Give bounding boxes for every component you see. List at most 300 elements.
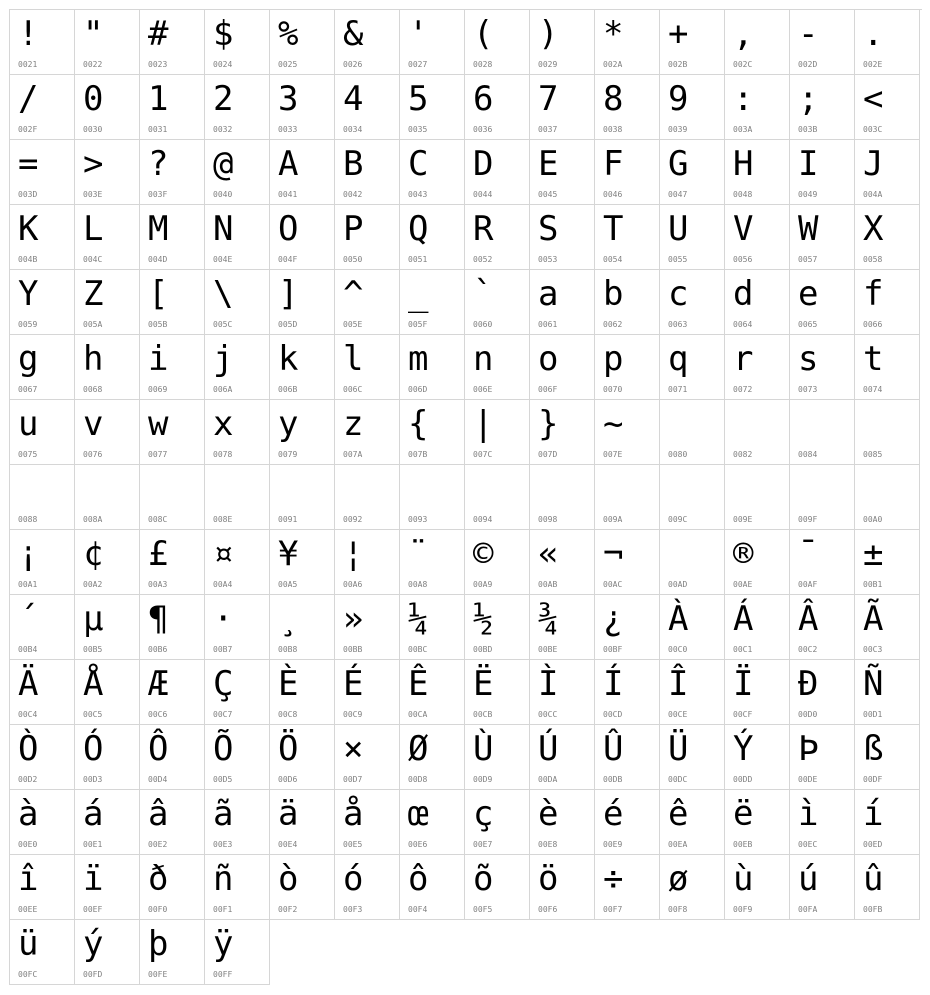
glyph-codepoint: 006D [408,385,428,394]
glyph-codepoint: 0077 [148,450,168,459]
glyph-char: Ý [733,729,754,769]
glyph-cell [595,465,660,530]
glyph-char: P [343,209,364,249]
glyph-char: j [213,339,234,379]
glyph-char: Ï [733,664,754,704]
glyph-char: ê [668,794,689,834]
glyph-cell [465,140,530,205]
glyph-codepoint: 002B [668,60,688,69]
glyph-char: E [538,144,559,184]
glyph-cell [400,855,465,920]
glyph-codepoint: 00E1 [83,840,103,849]
glyph-codepoint: 00C7 [213,710,233,719]
glyph-cell [595,400,660,465]
glyph-cell [530,10,595,75]
glyph-cell [790,530,855,595]
glyph-char: J [863,144,884,184]
glyph-cell [140,595,205,660]
glyph-cell [855,400,920,465]
glyph-char: Ì [538,664,559,704]
glyph-char: m [408,339,429,379]
glyph-cell [725,270,790,335]
glyph-cell [140,660,205,725]
glyph-cell [530,530,595,595]
glyph-char: × [343,729,364,769]
glyph-char: Þ [798,729,819,769]
glyph-codepoint: 0072 [733,385,753,394]
glyph-cell [855,75,920,140]
glyph-codepoint: 0027 [408,60,428,69]
glyph-char: 9 [668,79,689,119]
glyph-char: ï [83,859,104,899]
glyph-cell [725,855,790,920]
glyph-codepoint: 0047 [668,190,688,199]
glyph-cell [790,335,855,400]
glyph-char: N [213,209,234,249]
glyph-codepoint: 005B [148,320,168,329]
glyph-cell [725,530,790,595]
glyph-codepoint: 0046 [603,190,623,199]
glyph-cell [140,140,205,205]
glyph-char: F [603,144,624,184]
glyph-char: b [603,274,624,314]
glyph-cell [270,10,335,75]
glyph-codepoint: 0094 [473,515,493,524]
glyph-codepoint: 0036 [473,125,493,134]
glyph-char: / [18,79,39,119]
glyph-cell [10,270,75,335]
glyph-cell [725,595,790,660]
glyph-codepoint: 0040 [213,190,233,199]
glyph-codepoint: 00A0 [863,515,883,524]
glyph-codepoint: 00C2 [798,645,818,654]
glyph-char: â [148,794,169,834]
glyph-char: ú [798,859,819,899]
glyph-codepoint: 0052 [473,255,493,264]
glyph-codepoint: 0051 [408,255,428,264]
glyph-cell [790,140,855,205]
glyph-cell [530,725,595,790]
glyph-codepoint: 00F5 [473,905,493,914]
glyph-char: 2 [213,79,234,119]
glyph-codepoint: 0091 [278,515,298,524]
glyph-cell [10,335,75,400]
glyph-cell [335,530,400,595]
glyph-cell [400,660,465,725]
glyph-codepoint: 0063 [668,320,688,329]
glyph-codepoint: 0075 [18,450,38,459]
glyph-codepoint: 004B [18,255,38,264]
glyph-codepoint: 00EB [733,840,753,849]
glyph-codepoint: 0023 [148,60,168,69]
glyph-char: á [83,794,104,834]
glyph-char: _ [408,274,429,314]
glyph-char: í [863,794,884,834]
glyph-char: ¡ [18,534,39,574]
glyph-cell [790,790,855,855]
glyph-codepoint: 0080 [668,450,688,459]
glyph-char: f [863,274,884,314]
glyph-cell [400,335,465,400]
glyph-cell [660,205,725,270]
glyph-cell [140,530,205,595]
glyph-cell [530,595,595,660]
glyph-codepoint: 00A2 [83,580,103,589]
glyph-cell [595,790,660,855]
glyph-char: Õ [213,729,234,769]
glyph-codepoint: 00E7 [473,840,493,849]
glyph-codepoint: 00DB [603,775,623,784]
glyph-char: * [603,14,624,54]
glyph-codepoint: 0053 [538,255,558,264]
glyph-codepoint: 005E [343,320,363,329]
glyph-cell [855,530,920,595]
glyph-char: þ [148,924,169,964]
glyph-cell [660,335,725,400]
glyph-cell [400,595,465,660]
glyph-cell [725,75,790,140]
glyph-cell [75,205,140,270]
glyph-cell [595,10,660,75]
glyph-codepoint: 0078 [213,450,233,459]
glyph-cell [335,10,400,75]
glyph-cell [205,660,270,725]
glyph-codepoint: 00A3 [148,580,168,589]
glyph-char: v [83,404,104,444]
glyph-codepoint: 00F8 [668,905,688,914]
glyph-char: õ [473,859,494,899]
glyph-codepoint: 0055 [668,255,688,264]
glyph-cell [270,660,335,725]
glyph-codepoint: 00B1 [863,580,883,589]
glyph-cell [10,660,75,725]
glyph-codepoint: 00D4 [148,775,168,784]
glyph-cell [400,400,465,465]
glyph-codepoint: 006B [278,385,298,394]
glyph-codepoint: 0037 [538,125,558,134]
glyph-char: ? [148,144,169,184]
glyph-codepoint: 00D8 [408,775,428,784]
glyph-char: + [668,14,689,54]
glyph-codepoint: 00C4 [18,710,38,719]
glyph-char: 4 [343,79,364,119]
glyph-char: ò [278,859,299,899]
glyph-cell [270,465,335,530]
glyph-cell [10,595,75,660]
glyph-char: D [473,144,494,184]
glyph-grid [9,9,922,985]
glyph-cell [205,920,270,985]
glyph-char: ] [278,274,299,314]
glyph-cell [595,595,660,660]
glyph-cell [725,660,790,725]
glyph-char: & [343,14,364,54]
glyph-cell [75,465,140,530]
glyph-char: É [343,664,364,704]
glyph-codepoint: 00D0 [798,710,818,719]
glyph-codepoint: 006C [343,385,363,394]
glyph-char: n [473,339,494,379]
glyph-char: = [18,144,39,184]
glyph-cell [400,790,465,855]
glyph-char: « [538,534,559,574]
glyph-char: ý [83,924,104,964]
glyph-cell [140,855,205,920]
glyph-cell [660,270,725,335]
glyph-codepoint: 0068 [83,385,103,394]
glyph-codepoint: 008C [148,515,168,524]
glyph-codepoint: 00AC [603,580,623,589]
glyph-cell [335,595,400,660]
glyph-codepoint: 0028 [473,60,493,69]
glyph-cell [140,725,205,790]
glyph-cell [140,920,205,985]
glyph-cell [855,855,920,920]
glyph-cell [595,335,660,400]
glyph-char: . [863,14,884,54]
glyph-char: 5 [408,79,429,119]
glyph-codepoint: 0056 [733,255,753,264]
glyph-char: e [798,274,819,314]
glyph-codepoint: 003A [733,125,753,134]
glyph-char: H [733,144,754,184]
glyph-codepoint: 00AB [538,580,558,589]
glyph-cell [660,75,725,140]
glyph-codepoint: 00FB [863,905,883,914]
glyph-char: t [863,339,884,379]
glyph-cell [465,205,530,270]
glyph-codepoint: 00CE [668,710,688,719]
glyph-cell [595,140,660,205]
glyph-cell [75,595,140,660]
glyph-codepoint: 007C [473,450,493,459]
glyph-cell [790,725,855,790]
glyph-codepoint: 003C [863,125,883,134]
glyph-codepoint: 00DD [733,775,753,784]
glyph-char: ¸ [278,599,299,639]
glyph-codepoint: 00FF [213,970,233,979]
glyph-char: Ã [863,599,884,639]
glyph-codepoint: 004C [83,255,103,264]
glyph-char: ~ [603,404,624,444]
glyph-cell [725,465,790,530]
glyph-cell [530,855,595,920]
glyph-codepoint: 004E [213,255,233,264]
glyph-cell [270,595,335,660]
glyph-codepoint: 0032 [213,125,233,134]
glyph-cell [335,790,400,855]
glyph-cell [790,10,855,75]
glyph-cell [855,270,920,335]
glyph-codepoint: 00C8 [278,710,298,719]
glyph-char: y [278,404,299,444]
glyph-cell [10,920,75,985]
glyph-char: Á [733,599,754,639]
glyph-codepoint: 0059 [18,320,38,329]
glyph-char: È [278,664,299,704]
glyph-codepoint: 0049 [798,190,818,199]
glyph-char: ( [473,14,494,54]
glyph-codepoint: 00E8 [538,840,558,849]
glyph-char: Ð [798,664,819,704]
glyph-codepoint: 0035 [408,125,428,134]
glyph-codepoint: 00A9 [473,580,493,589]
glyph-char: ' [408,14,429,54]
glyph-cell [465,595,530,660]
glyph-codepoint: 00A8 [408,580,428,589]
glyph-cell [400,10,465,75]
glyph-codepoint: 00A5 [278,580,298,589]
glyph-char: " [83,14,104,54]
glyph-cell [335,400,400,465]
glyph-codepoint: 0034 [343,125,363,134]
glyph-cell [205,335,270,400]
glyph-char: ± [863,534,884,574]
glyph-char: V [733,209,754,249]
glyph-codepoint: 0039 [668,125,688,134]
glyph-char: Ê [408,664,429,704]
glyph-codepoint: 00FA [798,905,818,914]
glyph-char: Ç [213,664,234,704]
glyph-char: ¥ [278,534,299,574]
glyph-cell [790,400,855,465]
glyph-codepoint: 00DF [863,775,883,784]
glyph-char: G [668,144,689,184]
glyph-cell [855,465,920,530]
glyph-codepoint: 0079 [278,450,298,459]
glyph-codepoint: 0030 [83,125,103,134]
glyph-char: ! [18,14,39,54]
glyph-codepoint: 007D [538,450,558,459]
glyph-cell [400,205,465,270]
glyph-cell [400,140,465,205]
glyph-codepoint: 008E [213,515,233,524]
glyph-cell [530,205,595,270]
glyph-char: ¨ [408,534,429,574]
glyph-cell [270,270,335,335]
glyph-cell [140,465,205,530]
glyph-cell [465,660,530,725]
glyph-codepoint: 009A [603,515,623,524]
glyph-cell [855,660,920,725]
glyph-char: | [473,404,494,444]
glyph-codepoint: 005C [213,320,233,329]
glyph-char: » [343,599,364,639]
glyph-char: è [538,794,559,834]
glyph-codepoint: 00EA [668,840,688,849]
glyph-char: g [18,339,39,379]
glyph-char: I [798,144,819,184]
glyph-codepoint: 0043 [408,190,428,199]
glyph-cell [660,530,725,595]
glyph-cell [205,270,270,335]
glyph-char: s [798,339,819,379]
glyph-codepoint: 0041 [278,190,298,199]
glyph-cell [595,270,660,335]
glyph-cell [790,595,855,660]
glyph-cell [660,595,725,660]
glyph-char: T [603,209,624,249]
glyph-char: û [863,859,884,899]
glyph-codepoint: 00C3 [863,645,883,654]
glyph-cell [790,205,855,270]
glyph-codepoint: 0021 [18,60,38,69]
glyph-char: ¿ [603,599,624,639]
glyph-char: C [408,144,429,184]
glyph-char: < [863,79,884,119]
glyph-codepoint: 007B [408,450,428,459]
glyph-codepoint: 0029 [538,60,558,69]
glyph-codepoint: 0071 [668,385,688,394]
glyph-codepoint: 009C [668,515,688,524]
glyph-codepoint: 00E4 [278,840,298,849]
glyph-cell [725,140,790,205]
glyph-cell [140,790,205,855]
glyph-cell [790,855,855,920]
glyph-codepoint: 00E2 [148,840,168,849]
glyph-char: ô [408,859,429,899]
glyph-cell [465,75,530,140]
glyph-codepoint: 005A [83,320,103,329]
glyph-char: Î [668,664,689,704]
glyph-char: ¬ [603,534,624,574]
glyph-cell [270,205,335,270]
glyph-char: % [278,14,299,54]
glyph-cell [75,530,140,595]
glyph-char: { [408,404,429,444]
glyph-char: c [668,274,689,314]
glyph-codepoint: 0085 [863,450,883,459]
glyph-char: X [863,209,884,249]
glyph-char: Ü [668,729,689,769]
glyph-codepoint: 00CD [603,710,623,719]
glyph-char: Û [603,729,624,769]
glyph-cell [270,140,335,205]
glyph-char: \ [213,274,234,314]
glyph-codepoint: 00BE [538,645,558,654]
glyph-char: ç [473,794,494,834]
glyph-codepoint: 004F [278,255,298,264]
glyph-codepoint: 0066 [863,320,883,329]
glyph-codepoint: 0076 [83,450,103,459]
glyph-codepoint: 0033 [278,125,298,134]
glyph-codepoint: 0065 [798,320,818,329]
glyph-char: S [538,209,559,249]
glyph-cell [595,75,660,140]
glyph-char: ö [538,859,559,899]
glyph-codepoint: 00EE [18,905,38,914]
glyph-cell [205,10,270,75]
glyph-codepoint: 00AE [733,580,753,589]
glyph-codepoint: 00E0 [18,840,38,849]
glyph-cell [10,725,75,790]
glyph-codepoint: 0031 [148,125,168,134]
glyph-cell [10,465,75,530]
glyph-char: h [83,339,104,379]
glyph-cell [530,335,595,400]
glyph-codepoint: 003B [798,125,818,134]
glyph-cell [335,140,400,205]
glyph-char: w [148,404,169,444]
glyph-cell [335,725,400,790]
glyph-codepoint: 0084 [798,450,818,459]
glyph-char: L [83,209,104,249]
glyph-char: Ú [538,729,559,769]
glyph-codepoint: 00DA [538,775,558,784]
glyph-codepoint: 008A [83,515,103,524]
glyph-cell [140,400,205,465]
glyph-codepoint: 007A [343,450,363,459]
